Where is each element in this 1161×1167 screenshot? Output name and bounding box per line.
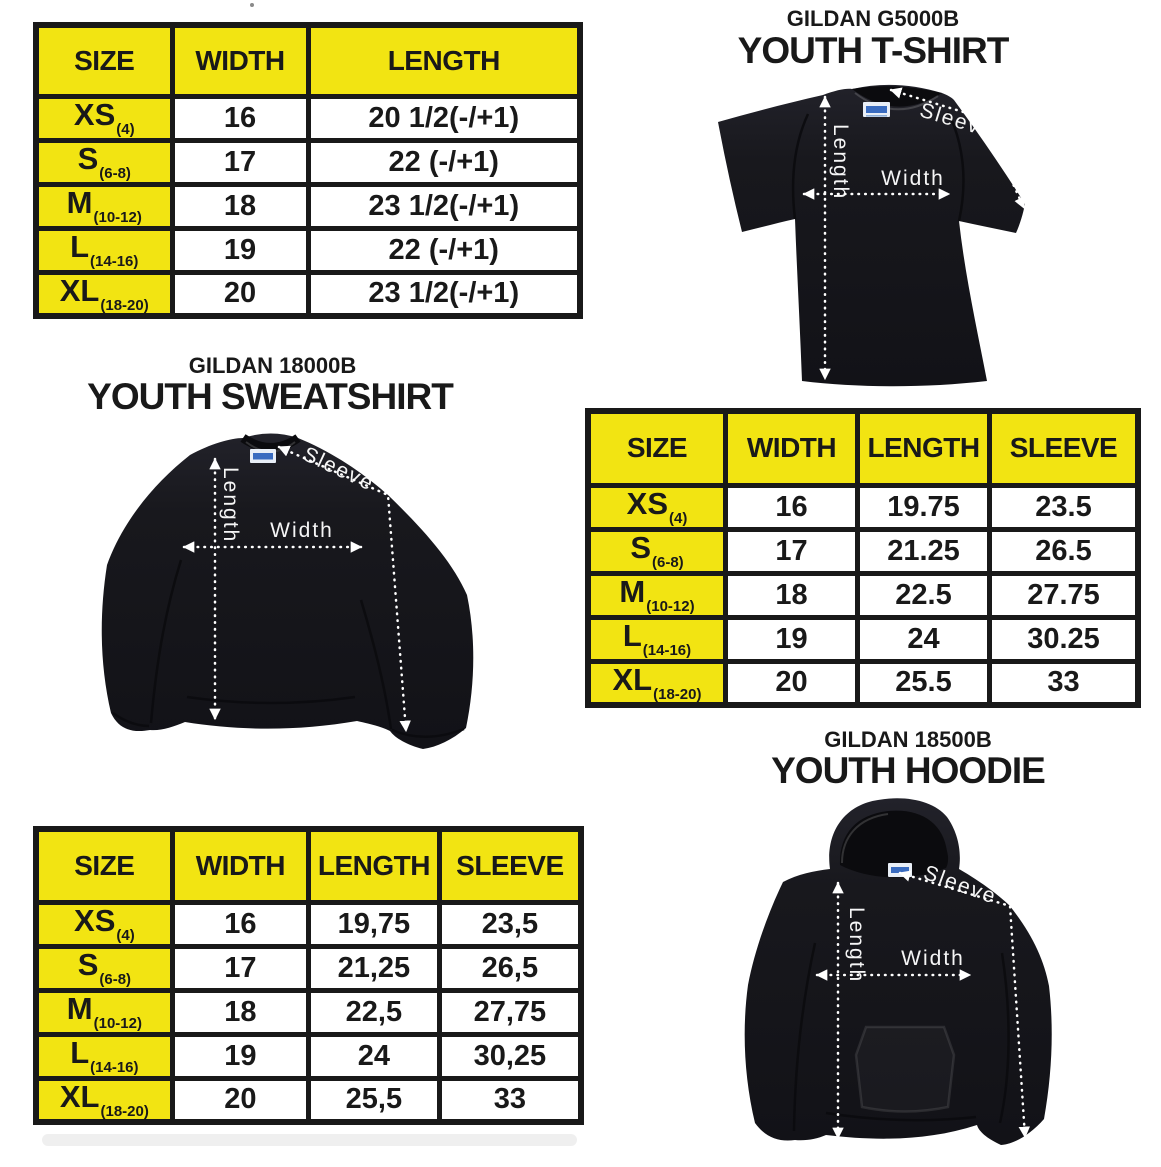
length-value: 24 xyxy=(858,617,990,661)
length-value: 21.25 xyxy=(858,529,990,573)
size-cell xyxy=(36,990,172,1034)
size-label: L xyxy=(622,618,642,653)
size-range: (10-12) xyxy=(93,209,142,226)
sleeve-value: 26.5 xyxy=(990,529,1139,573)
table-row-m xyxy=(36,184,580,228)
size-label: S xyxy=(630,530,651,565)
size-range: (10-12) xyxy=(646,598,695,615)
size-range: (6-8) xyxy=(99,165,131,182)
collar-tag xyxy=(888,863,912,877)
length-label: Length xyxy=(829,124,852,201)
header-sleeve: SLEEVE xyxy=(439,829,581,902)
size-cell xyxy=(36,902,172,946)
table-row-s xyxy=(36,946,581,990)
size-cell xyxy=(588,573,726,617)
length-value: 20 1/2(-/+1) xyxy=(308,96,580,140)
hoodie-title: YOUTH HOODIE xyxy=(771,750,1045,791)
size-cell xyxy=(588,661,726,705)
table-row-l xyxy=(36,1034,581,1078)
length-label: Length xyxy=(845,907,868,984)
size-label: XS xyxy=(626,486,668,521)
length-value: 25.5 xyxy=(858,661,990,705)
length-value: 21,25 xyxy=(309,946,440,990)
sleeve-value: 26,5 xyxy=(439,946,581,990)
size-range: (6-8) xyxy=(652,554,684,571)
length-value: 22,5 xyxy=(309,990,440,1034)
size-label: S xyxy=(77,141,99,176)
size-cell xyxy=(36,184,172,228)
size-range: (6-8) xyxy=(99,971,132,988)
length-value: 22 (-/+1) xyxy=(308,228,580,272)
hoodie-size-table xyxy=(33,826,584,1125)
hoodie-diagram xyxy=(738,793,1133,1165)
size-label: M xyxy=(619,574,646,609)
width-value: 18 xyxy=(726,573,858,617)
hoodie-brand: GILDAN 18500B xyxy=(824,727,992,752)
header-width: WIDTH xyxy=(726,411,858,485)
header-width: WIDTH xyxy=(172,25,308,96)
sweatshirt-brand: GILDAN 18000B xyxy=(188,353,357,378)
sleeve-value: 23,5 xyxy=(439,902,581,946)
width-value: 19 xyxy=(172,228,308,272)
table-row-xl xyxy=(36,1078,581,1122)
width-value: 16 xyxy=(726,485,858,529)
width-label: Width xyxy=(881,167,945,190)
size-cell xyxy=(36,1034,172,1078)
collar-tag xyxy=(250,449,276,463)
size-range: (4) xyxy=(669,510,688,527)
length-label: Length xyxy=(219,467,242,544)
size-range: (18-20) xyxy=(653,685,702,703)
header-row xyxy=(36,25,580,96)
sleeve-value: 27.75 xyxy=(990,573,1139,617)
length-value: 23 1/2(-/+1) xyxy=(308,184,580,228)
sleeve-label: Sleeve xyxy=(920,861,1000,909)
table-row-m xyxy=(588,573,1138,617)
sleeve-value: 23.5 xyxy=(990,485,1139,529)
sleeve-label: Sleeve xyxy=(299,442,379,496)
sleeve-value: 33 xyxy=(439,1078,581,1122)
length-value: 19.75 xyxy=(858,485,990,529)
tshirt-brand: GILDAN G5000B xyxy=(786,6,960,31)
size-label: XL xyxy=(59,1078,100,1114)
table-row-xs xyxy=(36,902,581,946)
width-label: Width xyxy=(901,947,965,970)
header-length: LENGTH xyxy=(309,829,440,902)
size-cell xyxy=(588,485,726,529)
size-cell xyxy=(588,529,726,573)
width-value: 16 xyxy=(172,96,308,140)
width-value: 20 xyxy=(726,661,858,705)
table-row-s xyxy=(588,529,1138,573)
sleeve-value: 27,75 xyxy=(439,990,581,1034)
size-label: S xyxy=(77,947,99,982)
hoodie-silhouette xyxy=(745,798,1052,1145)
length-value: 22.5 xyxy=(858,573,990,617)
size-cell xyxy=(36,1078,172,1122)
length-value: 19,75 xyxy=(309,902,440,946)
width-label: Width xyxy=(270,519,334,542)
size-range: (14-16) xyxy=(642,642,692,659)
width-value: 17 xyxy=(172,946,308,990)
width-value: 17 xyxy=(172,140,308,184)
width-value: 20 xyxy=(172,1078,308,1122)
table-row-m xyxy=(36,990,581,1034)
length-value: 23 1/2(-/+1) xyxy=(308,272,580,316)
header-size: SIZE xyxy=(588,411,726,485)
header-sleeve: SLEEVE xyxy=(990,411,1139,485)
tshirt-size-table xyxy=(33,22,583,319)
header-size: SIZE xyxy=(36,25,172,96)
width-value: 20 xyxy=(172,272,308,316)
sleeve-label: Sleeve xyxy=(917,98,997,143)
table-row-s xyxy=(36,140,580,184)
length-value: 24 xyxy=(309,1034,440,1078)
table-row-xs xyxy=(36,96,580,140)
width-value: 18 xyxy=(172,990,308,1034)
header-size: SIZE xyxy=(36,829,172,902)
width-value: 19 xyxy=(726,617,858,661)
sweatshirt-silhouette xyxy=(102,434,474,750)
sleeve-value: 30.25 xyxy=(990,617,1139,661)
header-length: LENGTH xyxy=(858,411,990,485)
width-value: 17 xyxy=(726,529,858,573)
header-width: WIDTH xyxy=(172,829,308,902)
size-cell xyxy=(36,272,172,316)
length-value: 22 (-/+1) xyxy=(308,140,580,184)
table-row-l xyxy=(588,617,1138,661)
size-cell xyxy=(36,96,172,140)
sweatshirt-diagram xyxy=(95,425,480,775)
length-value: 25,5 xyxy=(309,1078,440,1122)
size-cell xyxy=(36,228,172,272)
size-cell xyxy=(36,946,172,990)
size-range: (4) xyxy=(116,121,135,138)
table-row-xl xyxy=(36,272,580,316)
size-label: XL xyxy=(59,272,100,308)
size-label: L xyxy=(70,1035,90,1070)
size-range: (18-20) xyxy=(100,1102,149,1120)
sleeve-value: 33 xyxy=(990,661,1139,705)
size-label: L xyxy=(70,229,90,264)
size-cell xyxy=(588,617,726,661)
size-label: M xyxy=(66,185,93,220)
sweatshirt-title: YOUTH SWEATSHIRT xyxy=(87,376,453,417)
size-label: XL xyxy=(612,661,653,697)
kangaroo-pocket xyxy=(856,1027,954,1112)
sleeve-value: 30,25 xyxy=(439,1034,581,1078)
width-value: 16 xyxy=(172,902,308,946)
header-length: LENGTH xyxy=(308,25,580,96)
table-row-xl xyxy=(588,661,1138,705)
tshirt-diagram xyxy=(700,82,1080,412)
width-value: 19 xyxy=(172,1034,308,1078)
size-label: M xyxy=(66,991,93,1026)
size-range: (10-12) xyxy=(93,1015,142,1032)
size-label: XS xyxy=(74,903,116,938)
collar-tag xyxy=(863,102,890,117)
size-range: (4) xyxy=(116,927,135,944)
size-range: (14-16) xyxy=(90,253,139,270)
header-row xyxy=(588,411,1138,485)
header-row xyxy=(36,829,581,902)
size-range: (14-16) xyxy=(90,1059,139,1076)
image-speck xyxy=(250,3,254,7)
tshirt-title: YOUTH T-SHIRT xyxy=(737,30,1009,71)
table-shadow xyxy=(42,1134,577,1146)
width-value: 18 xyxy=(172,184,308,228)
size-cell xyxy=(36,140,172,184)
table-row-xs xyxy=(588,485,1138,529)
size-range: (18-20) xyxy=(100,296,149,314)
sweatshirt-size-table xyxy=(585,408,1141,708)
table-row-l xyxy=(36,228,580,272)
size-label: XS xyxy=(73,97,116,132)
